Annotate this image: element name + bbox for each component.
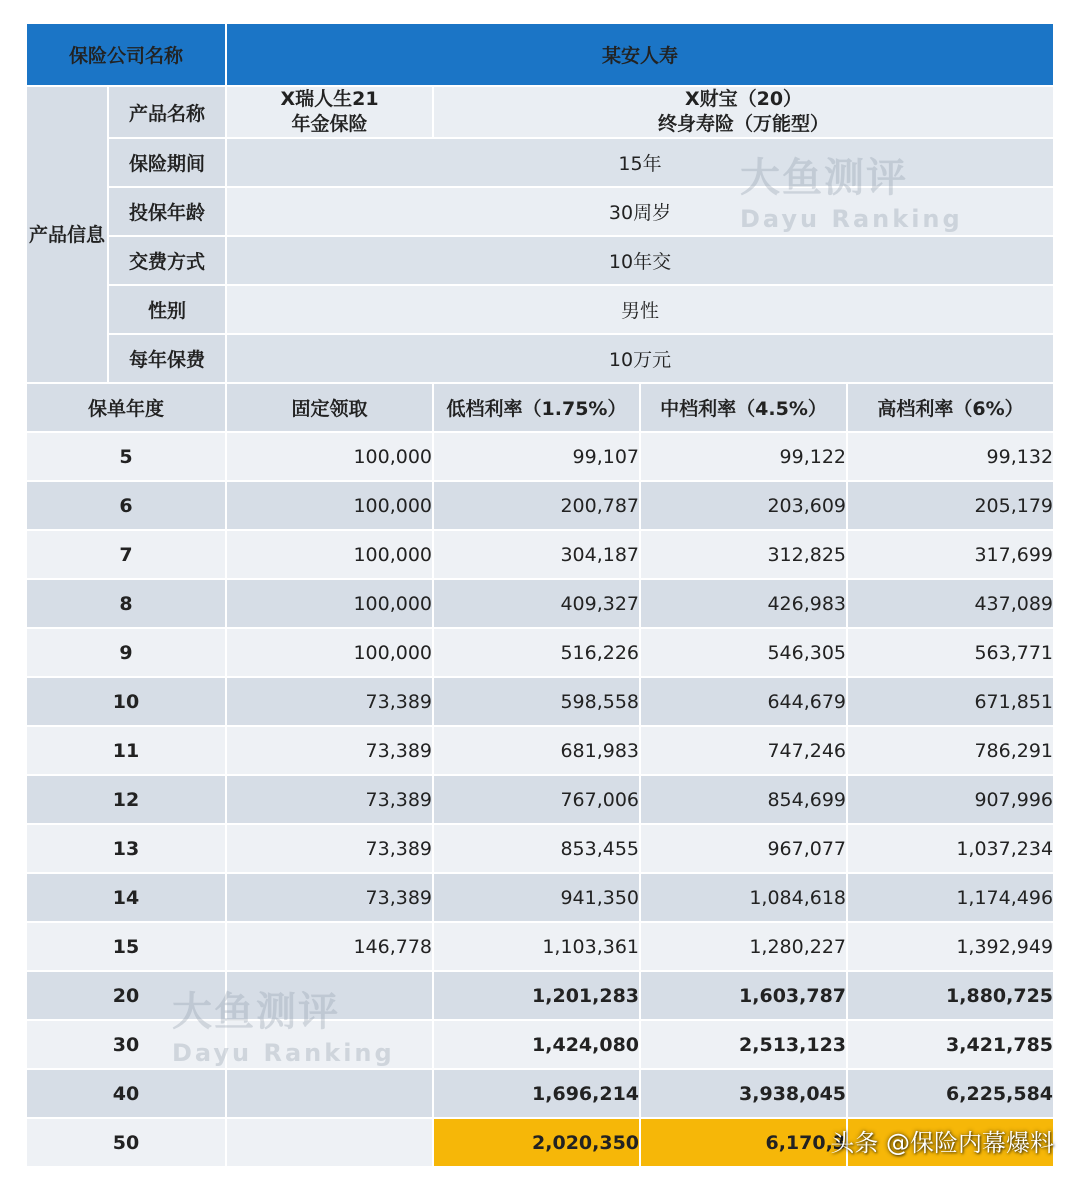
info-row (26, 138, 1054, 187)
source-credit: 头条 @保险内幕爆料 (830, 1129, 1054, 1157)
mid-rate-cell: 1,084,618 (640, 873, 847, 922)
fixed-payout-cell (226, 1069, 433, 1118)
column-header: 保单年度 (26, 383, 226, 432)
mid-rate-cell: 3,938,045 (640, 1069, 847, 1118)
info-row (26, 236, 1054, 285)
low-rate-cell: 200,787 (433, 481, 640, 530)
policy-year-cell: 5 (26, 432, 226, 481)
policy-year-cell: 40 (26, 1069, 226, 1118)
table-row (26, 481, 1054, 530)
product-b-name: X财宝（20） 终身寿险（万能型） (433, 86, 1054, 138)
table-row (26, 824, 1054, 873)
high-rate-cell: 563,771 (847, 628, 1054, 677)
table-row (26, 922, 1054, 971)
high-rate-cell: 205,179 (847, 481, 1054, 530)
fixed-payout-cell (226, 971, 433, 1020)
watermark-cn: 大鱼测评 (740, 155, 908, 201)
low-rate-cell: 598,558 (433, 677, 640, 726)
column-header: 固定领取 (226, 383, 433, 432)
table-row (26, 1069, 1054, 1118)
mid-rate-cell: 312,825 (640, 530, 847, 579)
high-rate-cell: 437,089 (847, 579, 1054, 628)
mid-rate-cell: 644,679 (640, 677, 847, 726)
fixed-payout-cell: 100,000 (226, 432, 433, 481)
policy-year-cell: 7 (26, 530, 226, 579)
info-value: 10年交 (226, 236, 1054, 285)
low-rate-cell: 2,020,350 (433, 1118, 640, 1167)
high-rate-cell: 3,421,785 (847, 1020, 1054, 1069)
table-row (26, 530, 1054, 579)
table-row (26, 677, 1054, 726)
low-rate-cell: 99,107 (433, 432, 640, 481)
info-label: 性别 (108, 285, 226, 334)
fixed-payout-cell: 73,389 (226, 775, 433, 824)
low-rate-cell: 853,455 (433, 824, 640, 873)
info-label: 投保年龄 (108, 187, 226, 236)
high-rate-cell: 99,132 (847, 432, 1054, 481)
table-row (26, 1020, 1054, 1069)
mid-rate-cell: 6,170,3 (640, 1118, 847, 1167)
mid-rate-cell: 854,699 (640, 775, 847, 824)
table-row (26, 971, 1054, 1020)
company-name: 某安人寿 (226, 23, 1054, 86)
fixed-payout-cell: 100,000 (226, 628, 433, 677)
info-value: 10万元 (226, 334, 1054, 383)
low-rate-cell: 1,103,361 (433, 922, 640, 971)
info-row (26, 187, 1054, 236)
fixed-payout-cell: 73,389 (226, 677, 433, 726)
low-rate-cell: 409,327 (433, 579, 640, 628)
fixed-payout-cell: 100,000 (226, 481, 433, 530)
low-rate-cell: 941,350 (433, 873, 640, 922)
low-rate-cell: 1,696,214 (433, 1069, 640, 1118)
mid-rate-cell: 967,077 (640, 824, 847, 873)
policy-year-cell: 8 (26, 579, 226, 628)
watermark-cn: 大鱼测评 (172, 989, 340, 1035)
product-info-label: 产品信息 (26, 86, 108, 383)
column-header: 中档利率（4.5%） (640, 383, 847, 432)
table-row (26, 873, 1054, 922)
high-rate-cell: 1,392,949 (847, 922, 1054, 971)
mid-rate-cell: 203,609 (640, 481, 847, 530)
low-rate-cell: 681,983 (433, 726, 640, 775)
product-a-name: X瑞人生21 年金保险 (226, 86, 433, 138)
low-rate-cell: 1,424,080 (433, 1020, 640, 1069)
fixed-payout-cell: 73,389 (226, 873, 433, 922)
mid-rate-cell: 99,122 (640, 432, 847, 481)
benefit-table (25, 22, 1055, 1168)
fixed-payout-cell: 73,389 (226, 726, 433, 775)
fixed-payout-cell: 100,000 (226, 530, 433, 579)
policy-year-cell: 50 (26, 1118, 226, 1167)
watermark-en: Dayu Ranking (740, 205, 963, 233)
mid-rate-cell: 747,246 (640, 726, 847, 775)
fixed-payout-cell: 73,389 (226, 824, 433, 873)
fixed-payout-cell (226, 1020, 433, 1069)
product-name-label: 产品名称 (108, 86, 226, 138)
table-row (26, 775, 1054, 824)
company-label: 保险公司名称 (26, 23, 226, 86)
table-row (26, 432, 1054, 481)
mid-rate-cell: 2,513,123 (640, 1020, 847, 1069)
policy-year-cell: 13 (26, 824, 226, 873)
watermark-en: Dayu Ranking (172, 1039, 395, 1067)
low-rate-cell: 767,006 (433, 775, 640, 824)
policy-year-cell: 30 (26, 1020, 226, 1069)
policy-year-cell: 9 (26, 628, 226, 677)
high-rate-cell: 907,996 (847, 775, 1054, 824)
fixed-payout-cell (226, 1118, 433, 1167)
high-rate-cell: 1,174,496 (847, 873, 1054, 922)
info-value: 30周岁 (226, 187, 1054, 236)
info-label: 保险期间 (108, 138, 226, 187)
policy-year-cell: 10 (26, 677, 226, 726)
policy-year-cell: 11 (26, 726, 226, 775)
policy-year-cell: 14 (26, 873, 226, 922)
high-rate-cell: 671,851 (847, 677, 1054, 726)
mid-rate-cell: 1,603,787 (640, 971, 847, 1020)
policy-year-cell: 15 (26, 922, 226, 971)
high-rate-cell: 1,037,234 (847, 824, 1054, 873)
mid-rate-cell: 426,983 (640, 579, 847, 628)
fixed-payout-cell: 146,778 (226, 922, 433, 971)
mid-rate-cell: 546,305 (640, 628, 847, 677)
info-row (26, 285, 1054, 334)
info-label: 每年保费 (108, 334, 226, 383)
info-value: 男性 (226, 285, 1054, 334)
column-header-row (26, 383, 1054, 432)
low-rate-cell: 1,201,283 (433, 971, 640, 1020)
low-rate-cell: 516,226 (433, 628, 640, 677)
column-header: 低档利率（1.75%） (433, 383, 640, 432)
table-row (26, 726, 1054, 775)
low-rate-cell: 304,187 (433, 530, 640, 579)
info-label: 交费方式 (108, 236, 226, 285)
high-rate-cell: 1,880,725 (847, 971, 1054, 1020)
high-rate-cell: 6,225,584 (847, 1069, 1054, 1118)
column-header: 高档利率（6%） (847, 383, 1054, 432)
info-row (26, 334, 1054, 383)
mid-rate-cell: 1,280,227 (640, 922, 847, 971)
high-rate-cell: 317,699 (847, 530, 1054, 579)
policy-year-cell: 12 (26, 775, 226, 824)
table-row (26, 579, 1054, 628)
fixed-payout-cell: 100,000 (226, 579, 433, 628)
table-row (26, 628, 1054, 677)
info-row-product (26, 86, 1054, 138)
policy-year-cell: 20 (26, 971, 226, 1020)
table-body (26, 432, 1054, 1167)
info-value: 15年 (226, 138, 1054, 187)
company-row (26, 23, 1054, 86)
policy-year-cell: 6 (26, 481, 226, 530)
high-rate-cell: 786,291 (847, 726, 1054, 775)
